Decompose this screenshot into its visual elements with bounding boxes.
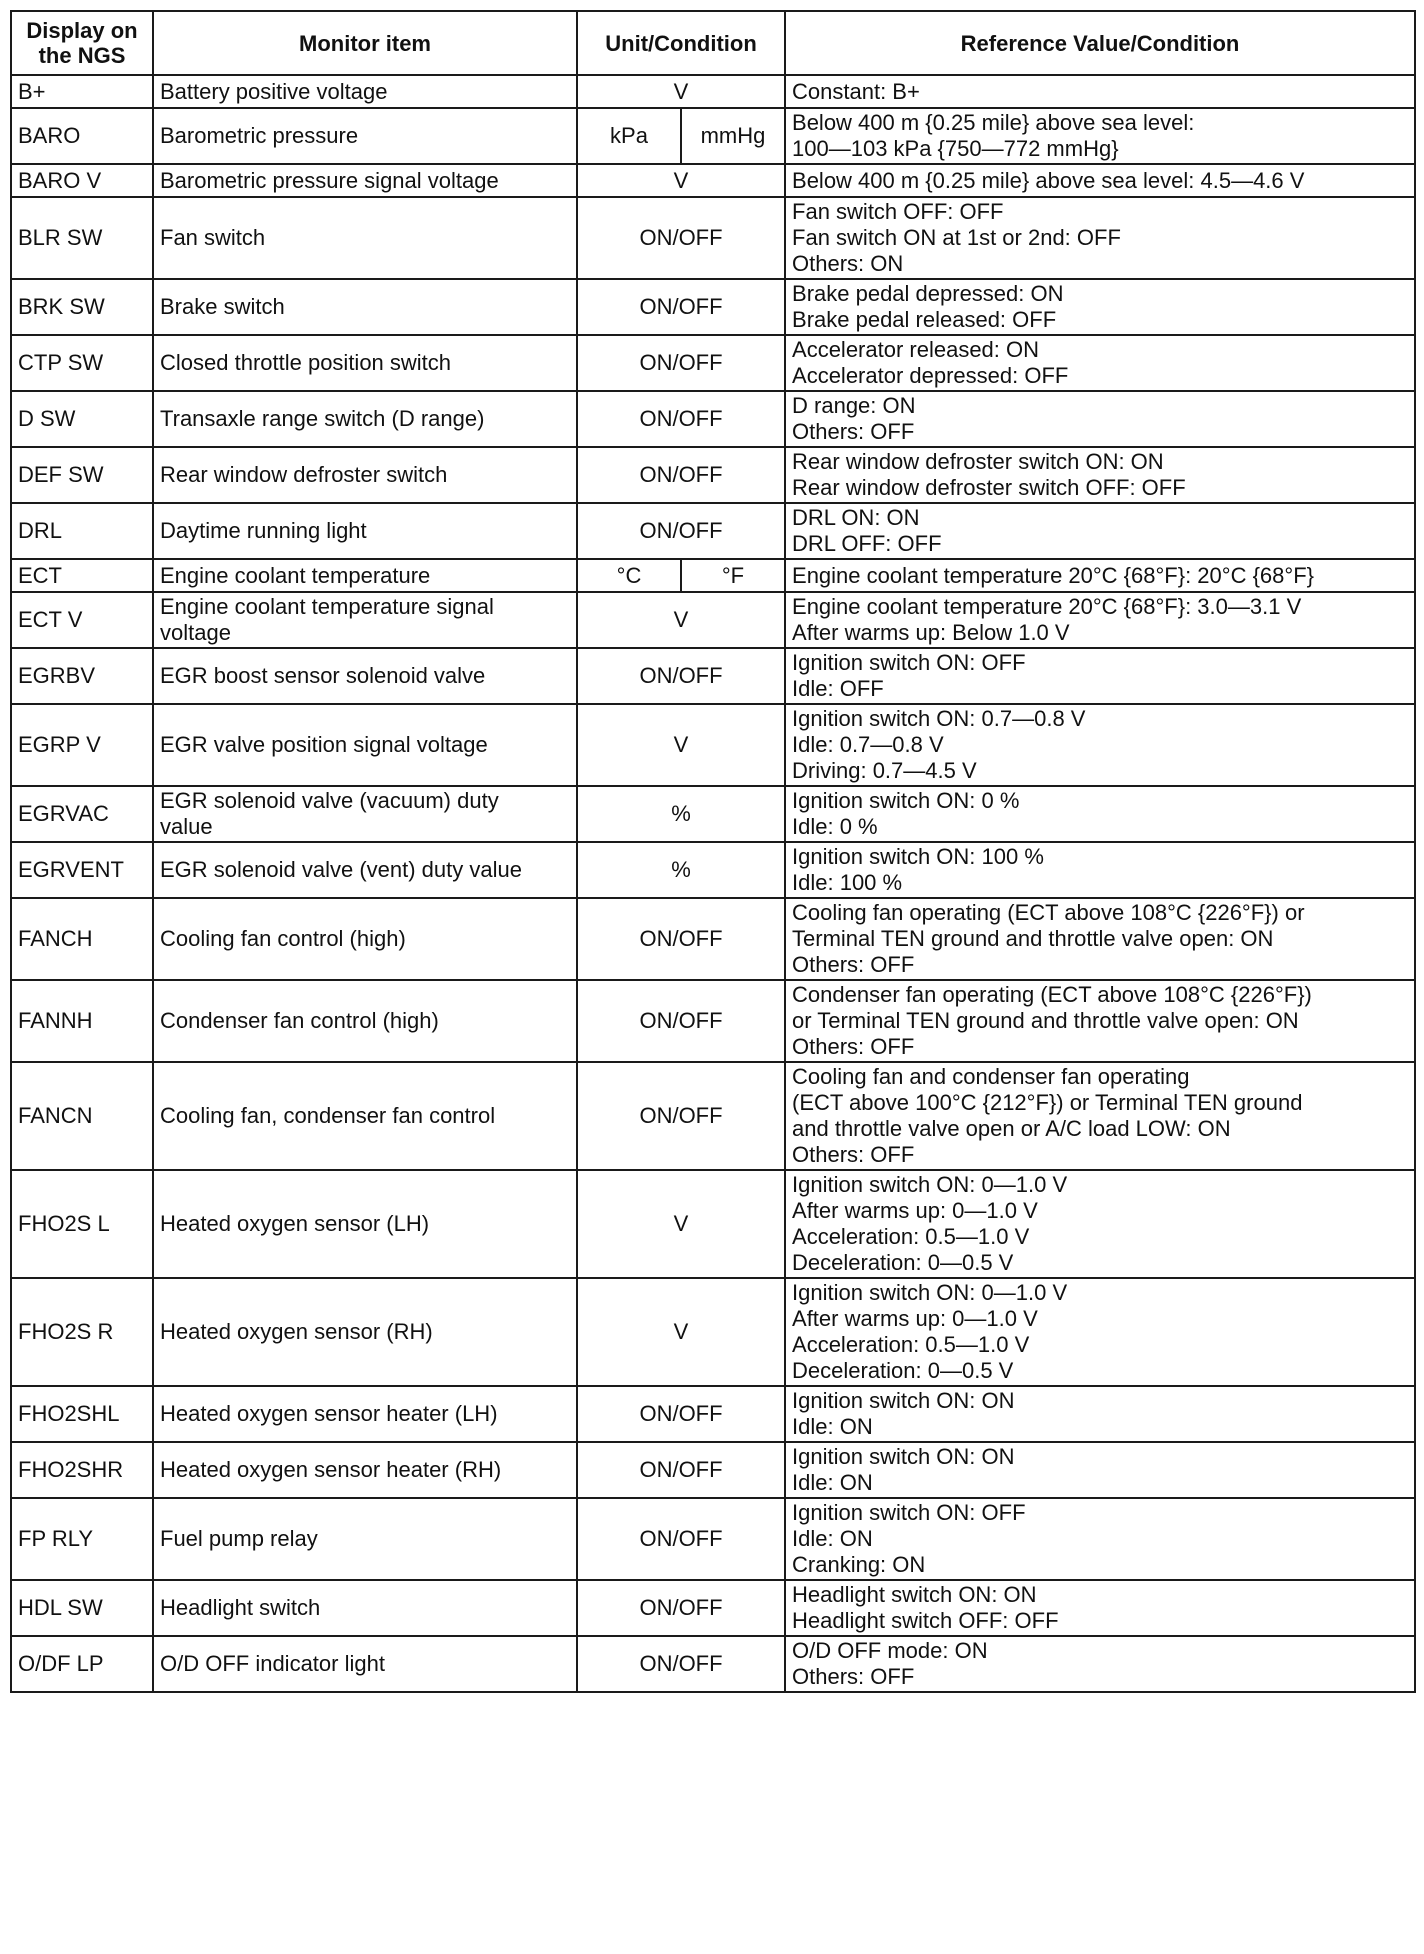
reference-cell — [785, 1636, 1415, 1692]
reference-line: Idle: 0.7—0.8 V — [792, 732, 944, 757]
reference-cell — [785, 197, 1415, 279]
unit-cell: ON/OFF — [577, 503, 785, 559]
reference-line: Idle: ON — [792, 1414, 873, 1439]
monitor-item-cell: Brake switch — [153, 279, 577, 335]
reference-line: Idle: ON — [792, 1526, 873, 1551]
reference-line: Acceleration: 0.5—1.0 V — [792, 1332, 1030, 1357]
unit-cell: ON/OFF — [577, 1442, 785, 1498]
reference-line: DRL ON: ON — [792, 505, 920, 530]
display-cell: BRK SW — [11, 279, 153, 335]
display-cell: ECT V — [11, 592, 153, 648]
reference-line: Idle: 0 % — [792, 814, 878, 839]
reference-line: Constant: B+ — [792, 78, 920, 104]
monitor-item-cell: Fuel pump relay — [153, 1498, 577, 1580]
monitor-item-cell — [153, 786, 577, 842]
header-monitor-item: Monitor item — [153, 11, 577, 75]
reference-cell — [785, 503, 1415, 559]
monitor-item-cell: Fan switch — [153, 197, 577, 279]
reference-cell — [785, 1580, 1415, 1636]
reference-cell — [785, 108, 1415, 164]
table-body — [11, 75, 1415, 1692]
table-row — [11, 75, 1415, 108]
display-cell: DEF SW — [11, 447, 153, 503]
table-row — [11, 1170, 1415, 1278]
unit-cell: % — [577, 786, 785, 842]
reference-cell — [785, 1442, 1415, 1498]
reference-line: Accelerator depressed: OFF — [792, 363, 1069, 388]
table-row — [11, 1442, 1415, 1498]
table-row — [11, 559, 1415, 592]
unit-cell: % — [577, 842, 785, 898]
table-header-row — [11, 11, 1415, 75]
reference-cell — [785, 559, 1415, 592]
monitor-item-cell: Cooling fan control (high) — [153, 898, 577, 980]
reference-cell — [785, 786, 1415, 842]
reference-line: Brake pedal released: OFF — [792, 307, 1057, 332]
monitor-item-cell: EGR solenoid valve (vent) duty value — [153, 842, 577, 898]
reference-cell — [785, 980, 1415, 1062]
reference-line: Ignition switch ON: OFF — [792, 650, 1026, 675]
reference-line: Engine coolant temperature 20°C {68°F}: 3.0—3.1 V — [792, 594, 1302, 619]
monitor-item-cell: Rear window defroster switch — [153, 447, 577, 503]
reference-line: Condenser fan operating (ECT above 108°C {226°F}) — [792, 982, 1312, 1007]
reference-cell — [785, 1062, 1415, 1170]
reference-line: 100—103 kPa {750—772 mmHg} — [792, 136, 1119, 161]
reference-line: Fan switch ON at 1st or 2nd: OFF — [792, 225, 1121, 250]
table-row — [11, 391, 1415, 447]
unit-cell: mmHg — [681, 108, 785, 164]
monitor-item-cell: Closed throttle position switch — [153, 335, 577, 391]
unit-cell: ON/OFF — [577, 447, 785, 503]
reference-cell — [785, 1386, 1415, 1442]
reference-line: After warms up: 0—1.0 V — [792, 1198, 1038, 1223]
reference-line: After warms up: Below 1.0 V — [792, 620, 1070, 645]
reference-line: Others: ON — [792, 251, 904, 276]
reference-line: Driving: 0.7—4.5 V — [792, 758, 977, 783]
monitor-item-cell: Barometric pressure signal voltage — [153, 164, 577, 197]
monitor-item-cell: Battery positive voltage — [153, 75, 577, 108]
reference-line: Others: OFF — [792, 1664, 915, 1689]
monitor-item-line: voltage — [160, 620, 231, 645]
unit-cell: ON/OFF — [577, 197, 785, 279]
unit-cell: ON/OFF — [577, 279, 785, 335]
reference-line: Others: OFF — [792, 1034, 915, 1059]
display-cell: D SW — [11, 391, 153, 447]
unit-cell: ON/OFF — [577, 1062, 785, 1170]
reference-line: or Terminal TEN ground and throttle valve open: ON — [792, 1008, 1299, 1033]
reference-line: Engine coolant temperature 20°C {68°F}: 20°C {68°F} — [792, 562, 1314, 588]
display-cell: EGRP V — [11, 704, 153, 786]
reference-cell — [785, 704, 1415, 786]
unit-cell: ON/OFF — [577, 648, 785, 704]
unit-cell: ON/OFF — [577, 335, 785, 391]
reference-cell — [785, 648, 1415, 704]
table-row — [11, 1636, 1415, 1692]
unit-cell: ON/OFF — [577, 898, 785, 980]
monitor-item-cell: O/D OFF indicator light — [153, 1636, 577, 1692]
display-cell: B+ — [11, 75, 153, 108]
unit-cell: °F — [681, 559, 785, 592]
monitor-item-cell: Heated oxygen sensor heater (LH) — [153, 1386, 577, 1442]
table-row — [11, 648, 1415, 704]
table-row — [11, 592, 1415, 648]
unit-cell: ON/OFF — [577, 1498, 785, 1580]
document-page — [10, 10, 1414, 1693]
monitor-item-cell: EGR valve position signal voltage — [153, 704, 577, 786]
reference-line: Ignition switch ON: 0—1.0 V — [792, 1280, 1068, 1305]
monitor-item-cell: Headlight switch — [153, 1580, 577, 1636]
reference-line: Idle: 100 % — [792, 870, 903, 895]
table-row — [11, 279, 1415, 335]
table-row — [11, 503, 1415, 559]
unit-cell: V — [577, 164, 785, 197]
monitor-item-cell: Heated oxygen sensor (LH) — [153, 1170, 577, 1278]
table-row — [11, 108, 1415, 164]
table-row — [11, 447, 1415, 503]
unit-cell: °C — [577, 559, 681, 592]
monitor-item-cell: Heated oxygen sensor heater (RH) — [153, 1442, 577, 1498]
monitor-item-cell: Cooling fan, condenser fan control — [153, 1062, 577, 1170]
monitor-item-line: value — [160, 814, 213, 839]
display-cell: EGRBV — [11, 648, 153, 704]
reference-line: Fan switch OFF: OFF — [792, 199, 1004, 224]
display-cell: FHO2SHL — [11, 1386, 153, 1442]
reference-line: Idle: OFF — [792, 676, 884, 701]
table-row — [11, 842, 1415, 898]
table-row — [11, 898, 1415, 980]
table-row — [11, 704, 1415, 786]
reference-line: Cooling fan operating (ECT above 108°C {226°F}) or — [792, 900, 1305, 925]
reference-line: Deceleration: 0—0.5 V — [792, 1250, 1014, 1275]
display-cell: BARO — [11, 108, 153, 164]
monitor-item-cell: Heated oxygen sensor (RH) — [153, 1278, 577, 1386]
reference-cell — [785, 279, 1415, 335]
reference-line: Rear window defroster switch ON: ON — [792, 449, 1164, 474]
reference-line: Cooling fan and condenser fan operating — [792, 1064, 1190, 1089]
display-cell: FANNH — [11, 980, 153, 1062]
reference-cell — [785, 842, 1415, 898]
table-row — [11, 1580, 1415, 1636]
reference-line: D range: ON — [792, 393, 916, 418]
reference-line: Terminal TEN ground and throttle valve open: ON — [792, 926, 1274, 951]
monitor-item-cell: Engine coolant temperature — [153, 559, 577, 592]
reference-line: Ignition switch ON: ON — [792, 1444, 1015, 1469]
monitor-item-cell: Daytime running light — [153, 503, 577, 559]
unit-cell: V — [577, 592, 785, 648]
unit-cell: ON/OFF — [577, 1386, 785, 1442]
display-cell: ECT — [11, 559, 153, 592]
unit-cell: V — [577, 1278, 785, 1386]
reference-line: Others: OFF — [792, 419, 915, 444]
unit-cell: V — [577, 75, 785, 108]
display-cell: FHO2S R — [11, 1278, 153, 1386]
unit-cell: ON/OFF — [577, 391, 785, 447]
reference-line: Ignition switch ON: 0.7—0.8 V — [792, 706, 1086, 731]
table-row — [11, 980, 1415, 1062]
display-cell: BLR SW — [11, 197, 153, 279]
display-cell: FANCH — [11, 898, 153, 980]
reference-line: Rear window defroster switch OFF: OFF — [792, 475, 1186, 500]
reference-cell — [785, 1170, 1415, 1278]
reference-cell — [785, 391, 1415, 447]
unit-cell: V — [577, 704, 785, 786]
display-cell: FP RLY — [11, 1498, 153, 1580]
reference-line: Ignition switch ON: ON — [792, 1388, 1015, 1413]
reference-line: DRL OFF: OFF — [792, 531, 942, 556]
header-unit-condition: Unit/Condition — [577, 11, 785, 75]
table-row — [11, 164, 1415, 197]
header-display: Display on the NGS — [11, 11, 153, 75]
reference-cell — [785, 335, 1415, 391]
display-cell: BARO V — [11, 164, 153, 197]
display-cell: DRL — [11, 503, 153, 559]
reference-line: Others: OFF — [792, 952, 915, 977]
reference-line: Idle: ON — [792, 1470, 873, 1495]
reference-line: Ignition switch ON: 0 % — [792, 788, 1020, 813]
reference-line: Acceleration: 0.5—1.0 V — [792, 1224, 1030, 1249]
unit-cell: ON/OFF — [577, 980, 785, 1062]
monitor-item-cell: Barometric pressure — [153, 108, 577, 164]
unit-cell: kPa — [577, 108, 681, 164]
display-cell: FHO2SHR — [11, 1442, 153, 1498]
monitor-item-cell: Condenser fan control (high) — [153, 980, 577, 1062]
display-cell: O/DF LP — [11, 1636, 153, 1692]
monitor-item-line: EGR solenoid valve (vacuum) duty — [160, 788, 499, 813]
reference-line: After warms up: 0—1.0 V — [792, 1306, 1038, 1331]
reference-line: Cranking: ON — [792, 1552, 926, 1577]
reference-line: Brake pedal depressed: ON — [792, 281, 1064, 306]
reference-line: Accelerator released: ON — [792, 337, 1040, 362]
monitor-item-line: Engine coolant temperature signal — [160, 594, 494, 619]
unit-cell: ON/OFF — [577, 1636, 785, 1692]
header-reference-value: Reference Value/Condition — [785, 11, 1415, 75]
display-cell: FHO2S L — [11, 1170, 153, 1278]
reference-line: O/D OFF mode: ON — [792, 1638, 988, 1663]
monitor-item-cell: EGR boost sensor solenoid valve — [153, 648, 577, 704]
table-row — [11, 1498, 1415, 1580]
unit-cell: V — [577, 1170, 785, 1278]
display-cell: EGRVAC — [11, 786, 153, 842]
reference-line: Deceleration: 0—0.5 V — [792, 1358, 1014, 1383]
reference-line: Ignition switch ON: 100 % — [792, 844, 1044, 869]
unit-cell: ON/OFF — [577, 1580, 785, 1636]
display-cell: FANCN — [11, 1062, 153, 1170]
table-row — [11, 1278, 1415, 1386]
display-cell: EGRVENT — [11, 842, 153, 898]
display-cell: CTP SW — [11, 335, 153, 391]
display-cell: HDL SW — [11, 1580, 153, 1636]
monitor-item-cell: Transaxle range switch (D range) — [153, 391, 577, 447]
reference-line: Ignition switch ON: OFF — [792, 1500, 1026, 1525]
table-row — [11, 1386, 1415, 1442]
reference-cell — [785, 898, 1415, 980]
reference-cell — [785, 592, 1415, 648]
monitor-item-cell — [153, 592, 577, 648]
reference-line: Below 400 m {0.25 mile} above sea level: 4.5—4.6 V — [792, 167, 1305, 193]
reference-cell — [785, 1278, 1415, 1386]
reference-line: Ignition switch ON: 0—1.0 V — [792, 1172, 1068, 1197]
reference-line: and throttle valve open or A/C load LOW: ON — [792, 1116, 1231, 1141]
reference-cell — [785, 447, 1415, 503]
reference-cell — [785, 1498, 1415, 1580]
table-row — [11, 335, 1415, 391]
monitor-reference-table — [10, 10, 1416, 1693]
table-row — [11, 1062, 1415, 1170]
reference-line: (ECT above 100°C {212°F}) or Terminal TEN ground — [792, 1090, 1303, 1115]
reference-line: Below 400 m {0.25 mile} above sea level: — [792, 110, 1195, 135]
table-row — [11, 197, 1415, 279]
reference-cell — [785, 75, 1415, 108]
table-row — [11, 786, 1415, 842]
reference-line: Headlight switch OFF: OFF — [792, 1608, 1059, 1633]
reference-line: Headlight switch ON: ON — [792, 1582, 1037, 1607]
reference-cell — [785, 164, 1415, 197]
reference-line: Others: OFF — [792, 1142, 915, 1167]
